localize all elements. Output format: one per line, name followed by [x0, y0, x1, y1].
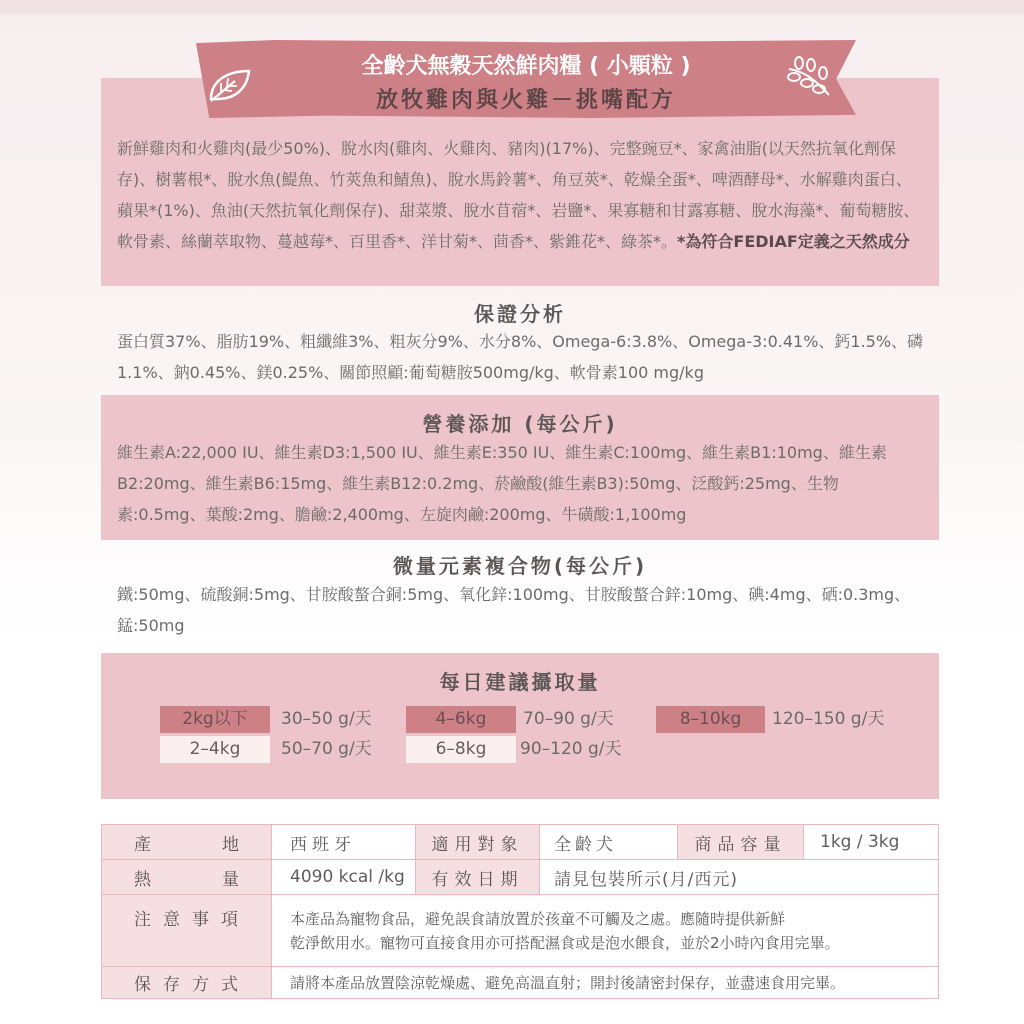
guaranteed-title: 保證分析	[474, 302, 566, 326]
feeding-amount: 90–120 g/天	[520, 739, 622, 759]
expiry-label: 有效日期	[416, 860, 540, 895]
expiry-value: 請見包裝所示(月/西元)	[540, 860, 938, 895]
origin-label-char: 產	[134, 834, 151, 855]
notice-value	[272, 895, 938, 967]
storage-label: 保存方式	[102, 967, 272, 998]
calorie-value: 4090 kcal /kg	[272, 860, 416, 895]
nutrition-text: 維生素A:22,000 IU、維生素D3:1,500 IU、維生素E:350 IU、維生素C:100mg、維生素B1:10mg、維生素B2:20mg、維生素B6:15mg、維生素B12:0.2mg、菸鹼酸(維生素B3):50mg、泛酸鈣:25mg、生物素:0.5mg、葉酸:2mg、膽鹼:2,400mg、左旋肉鹼:200mg、牛磺酸:1,100mg	[117, 443, 887, 524]
calorie-label-char: 量	[222, 869, 239, 890]
target-value: 全齡犬	[540, 825, 678, 860]
feeding-amount: 30–50 g/天	[281, 709, 372, 729]
origin-label	[102, 825, 272, 860]
feeding-weight: 4–6kg	[406, 706, 516, 733]
product-title: 全齡犬無穀天然鮮肉糧 ( 小顆粒 )	[361, 54, 691, 79]
feeding-amount: 50–70 g/天	[281, 739, 372, 759]
calorie-label-char: 熱	[134, 869, 151, 890]
feeding-amount: 120–150 g/天	[772, 709, 885, 729]
feeding-weight: 8–10kg	[656, 706, 765, 733]
storage-value: 請將本產品放置陰涼乾燥處、避免高溫直射；開封後請密封保存，並盡速食用完畢。	[290, 974, 846, 992]
feeding-amount: 70–90 g/天	[523, 709, 614, 729]
specs-table	[101, 824, 939, 999]
trace-title: 微量元素複合物(每公斤)	[392, 554, 648, 578]
top-band	[0, 0, 1024, 14]
target-label: 適用對象	[416, 825, 540, 860]
notice-line: 本產品為寵物食品，避免誤食請放置於孩童不可觸及之處。應隨時提供新鮮	[290, 909, 786, 928]
product-subtitle: 放牧雞肉與火雞－挑嘴配方	[375, 88, 676, 113]
capacity-label: 商品容量	[678, 825, 804, 860]
calorie-label	[102, 860, 272, 895]
ingredients-list: 新鮮雞肉和火雞肉(最少50%)、脫水肉(雞肉、火雞肉、豬肉)(17%)、完整豌豆*、家禽油脂(以天然抗氧化劑保存)、樹薯根*、脫水魚(鯷魚、竹莢魚和鯖魚)、脫水馬鈴薯*、角豆莢*、乾燥全蛋*、啤酒酵母*、水解雞肉蛋白、蘋果*(1%)、魚油(天然抗氧化劑保存)、甜菜漿、脫水苜蓿*、岩鹽*、果寡糖和甘露寡糖、脫水海藻*、葡萄糖胺、軟骨素、絲蘭萃取物、蔓越莓*、百里香*、洋甘菊*、茴香*、紫錐花*、綠茶*。	[117, 139, 920, 251]
feeding-weight: 2–4kg	[160, 736, 270, 763]
feeding-weight: 2kg以下	[160, 706, 270, 733]
nutrition-title: 營養添加 (每公斤)	[422, 412, 618, 436]
ingredients-text	[117, 133, 927, 257]
feeding-weight: 6–8kg	[406, 736, 516, 763]
guaranteed-text: 蛋白質37%、脂肪19%、粗纖維3%、粗灰分9%、水分8%、Omega-6:3.8%、Omega-3:0.41%、鈣1.5%、磷1.1%、鈉0.45%、鎂0.25%、關節照顧:葡萄糖胺500mg/kg、軟骨素100 mg/kg	[117, 332, 924, 382]
trace-text: 鐵:50mg、硫酸銅:5mg、甘胺酸螯合銅:5mg、氧化鋅:100mg、甘胺酸螯合鋅:10mg、碘:4mg、硒:0.3mg、錳:50mg	[117, 585, 911, 635]
capacity-value: 1kg / 3kg	[804, 825, 938, 860]
feeding-title: 每日建議攝取量	[439, 670, 601, 694]
ingredients-note: *為符合FEDIAF定義之天然成分	[677, 232, 910, 251]
notice-label: 注意事項	[102, 895, 272, 967]
notice-line: 乾淨飲用水。寵物可直接食用亦可搭配濕食或是泡水餵食，並於2小時內食用完畢。	[290, 933, 840, 952]
origin-value: 西班牙	[272, 825, 416, 860]
origin-label-char: 地	[222, 834, 239, 855]
